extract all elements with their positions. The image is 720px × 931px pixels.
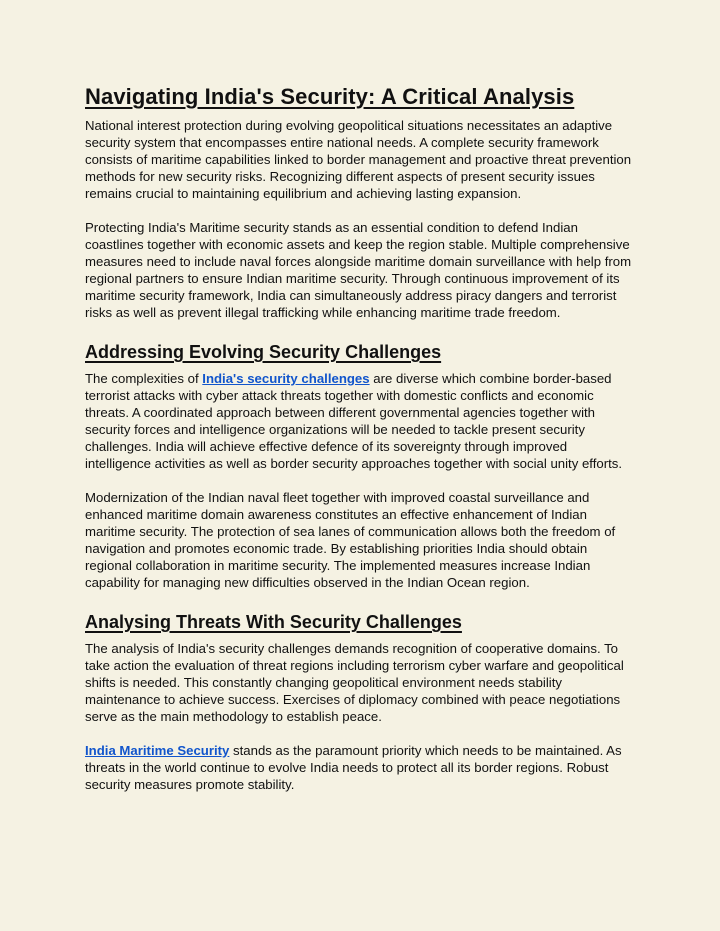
section1-text-after-link: are diverse which combine border-based terrorist attacks with cyber attack threats together with domestic conflicts and economic threats. A coordinated approach between different governmental agencies together with security forces and intelligence organizations will be needed to tackle present security challenges. India will achieve effective defence of its sovereignty through improved intelligence activities as well as border security approaches together with social unity efforts. bbox=[85, 371, 623, 471]
section2-paragraph-2 bbox=[85, 742, 635, 793]
page-title: Navigating India's Security: A Critical Analysis bbox=[85, 84, 575, 109]
section1-paragraph-2: Modernization of the Indian naval fleet together with improved coastal surveillance and enhanced maritime domain awareness constitutes an effective enhancement of Indian maritime security. The protection of sea lanes of communication allows both the freedom of navigation and promotes economic trade. By establishing priorities India should obtain regional collaboration in maritime security. The implemented measures increase Indian capability for managing new difficulties observed in the Indian Ocean region. bbox=[85, 490, 616, 590]
intro-paragraph-2: Protecting India's Maritime security stands as an essential condition to defend Indian coastlines together with economic assets and keep the region stable. Multiple comprehensive measures need to include naval forces alongside maritime domain surveillance with help from regional partners to ensure Indian maritime security. Through continuous improvement of its maritime security framework, India can simultaneously address piracy dangers and terrorist risks as well as prevent illegal trafficking while enhancing maritime trade freedom. bbox=[85, 220, 632, 320]
paragraph-spacer bbox=[85, 725, 635, 742]
section-heading-evolving-challenges: Addressing Evolving Security Challenges bbox=[85, 342, 442, 362]
section-spacer bbox=[85, 321, 635, 340]
india-security-challenges-link[interactable]: India's security challenges bbox=[202, 371, 370, 386]
paragraph-spacer bbox=[85, 202, 635, 219]
section-spacer bbox=[85, 591, 635, 610]
section1-paragraph-1 bbox=[85, 370, 635, 472]
india-maritime-security-link[interactable]: India Maritime Security bbox=[85, 743, 230, 758]
section2-text-after-link: stands as the paramount priority which needs to be maintained. As threats in the world continue to evolve India needs to protect all its border regions. Robust security measures promote stability. bbox=[85, 743, 622, 792]
intro-paragraph-1: National interest protection during evolving geopolitical situations necessitates an adaptive security system that encompasses entire national needs. A complete security framework consists of maritime capabilities linked to border management and proactive threat prevention methods for new security risks. Recognizing different aspects of present security issues remains crucial to maintaining equilibrium and achieving lasting expansion. bbox=[85, 118, 632, 201]
section2-paragraph-1: The analysis of India's security challenges demands recognition of cooperative domains. To take action the evaluation of threat regions including terrorism cyber warfare and geopolitical shifts is needed. This constantly changing geopolitical environment needs stability maintenance to achieve success. Exercises of diplomacy combined with peace negotiations serve as the main methodology to establish peace. bbox=[85, 641, 624, 724]
paragraph-spacer bbox=[85, 472, 635, 489]
section-heading-analysing-threats: Analysing Threats With Security Challenges bbox=[85, 612, 462, 632]
section1-text-before-link: The complexities of bbox=[85, 371, 203, 386]
